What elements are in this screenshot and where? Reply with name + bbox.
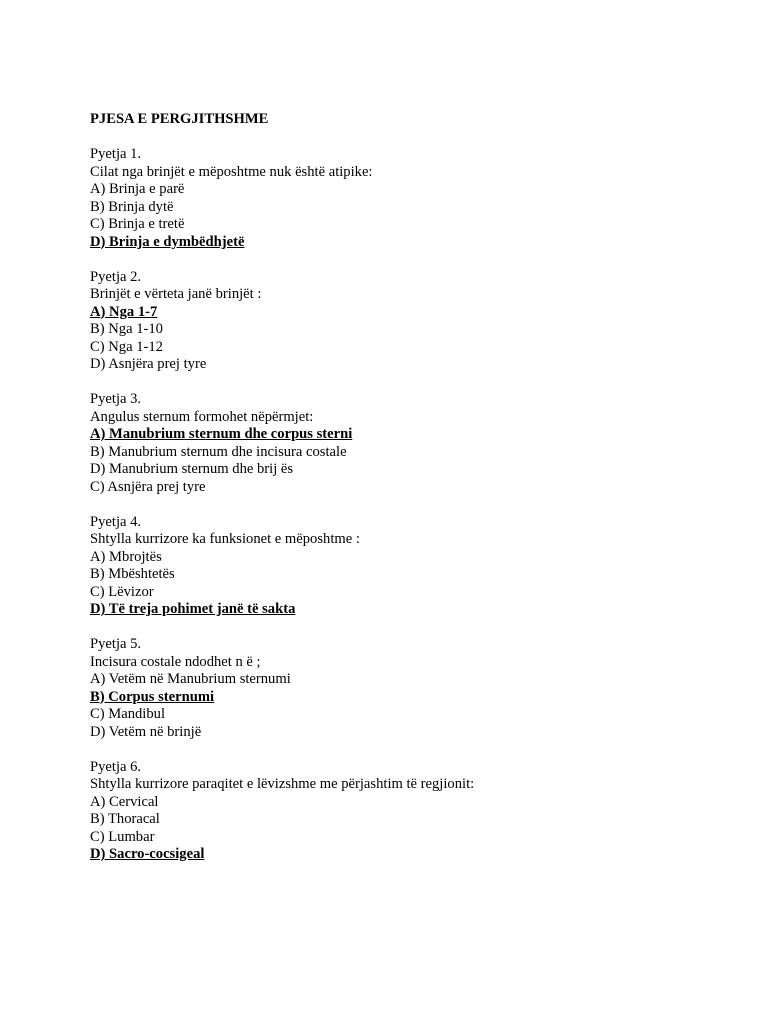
- answer-option: B) Brinja dytë: [90, 198, 174, 215]
- question-text: Shtylla kurrizore ka funksionet e mëposhtme :: [90, 531, 360, 547]
- answer-option: B) Mbështetës: [90, 566, 175, 582]
- question-label: Pyetja 3.: [90, 391, 142, 407]
- answer-option: B) Manubrium sternum dhe incisura costale: [90, 443, 347, 460]
- answer-option: D) Asnjëra prej tyre: [90, 356, 207, 372]
- answer-option: A) Cervical: [90, 793, 159, 810]
- correct-answer-option: D) Brinja e dymbëdhjetë: [90, 233, 245, 250]
- section-heading: PJESA E PERGJITHSHME: [90, 111, 269, 127]
- question-label: Pyetja 4.: [90, 513, 142, 530]
- document-page: [90, 111, 730, 881]
- correct-answer-option: B) Corpus sternumi: [90, 688, 215, 705]
- question-text: Shtylla kurrizore paraqitet e lëvizshme me përjashtim të regjionit:: [90, 776, 475, 792]
- answer-option: C) Nga 1-12: [90, 338, 163, 355]
- answer-option: B) Nga 1-10: [90, 321, 163, 337]
- question-text: Angulus sternum formohet nëpërmjet:: [90, 408, 314, 425]
- question-label: Pyetja 5.: [90, 636, 142, 652]
- correct-answer-option: D) Të treja pohimet janë të sakta: [90, 601, 296, 617]
- correct-answer-option: D) Sacro-cocsigeal: [90, 846, 205, 862]
- answer-option: A) Mbrojtës: [90, 548, 162, 565]
- question-text: Brinjët e vërteta janë brinjët :: [90, 286, 262, 302]
- correct-answer-option: A) Manubrium sternum dhe corpus sterni: [90, 426, 353, 442]
- answer-option: C) Lëvizor: [90, 583, 154, 600]
- heading-spacer: [90, 129, 730, 147]
- question-block: [90, 269, 730, 374]
- question-label: Pyetja 6.: [90, 758, 142, 775]
- answer-option: A) Vetëm në Manubrium sternumi: [90, 671, 291, 687]
- question-block: [90, 514, 730, 619]
- question-text: Cilat nga brinjët e mëposhtme nuk është atipike:: [90, 163, 373, 180]
- answer-option: D) Manubrium sternum dhe brij ës: [90, 461, 294, 477]
- correct-answer-option: A) Nga 1-7: [90, 303, 158, 320]
- answer-option: C) Mandibul: [90, 706, 165, 722]
- answer-option: C) Asnjëra prej tyre: [90, 478, 206, 495]
- question-label: Pyetja 2.: [90, 268, 142, 285]
- answer-option: C) Brinja e tretë: [90, 216, 185, 232]
- answer-option: A) Brinja e parë: [90, 181, 185, 197]
- question-list: [90, 146, 730, 864]
- question-text: Incisura costale ndodhet n ë ;: [90, 653, 261, 670]
- answer-option: B) Thoracal: [90, 811, 160, 827]
- answer-option: D) Vetëm në brinjë: [90, 723, 202, 740]
- answer-option: C) Lumbar: [90, 828, 155, 845]
- question-block: [90, 391, 730, 496]
- question-block: [90, 636, 730, 741]
- question-label: Pyetja 1.: [90, 146, 142, 162]
- question-block: [90, 146, 730, 251]
- question-block: [90, 759, 730, 864]
